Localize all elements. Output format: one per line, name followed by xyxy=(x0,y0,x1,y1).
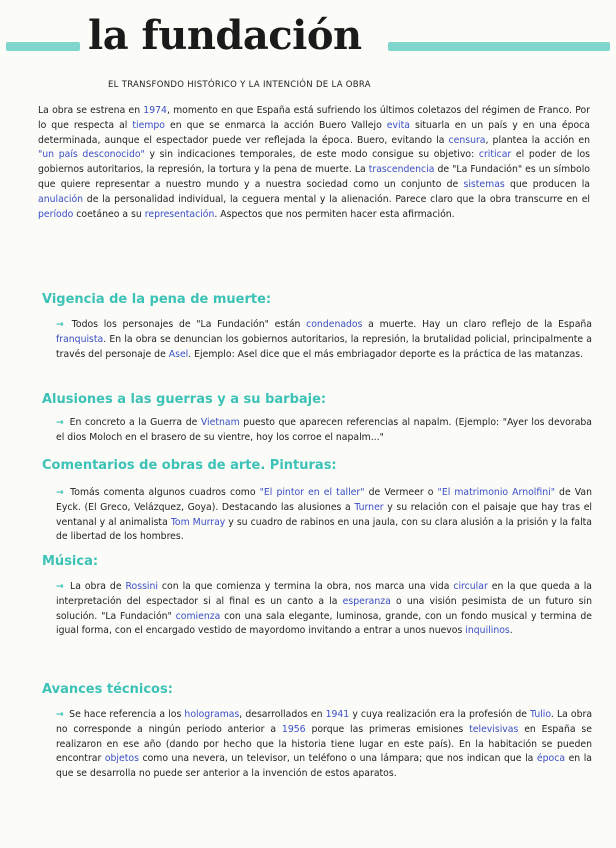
page-subtitle: EL TRANSFONDO HISTÓRICO Y LA INTENCIÓN DE LA OBRA xyxy=(108,80,371,90)
highlighted-term: época xyxy=(536,753,566,765)
text-run: con la que comienza y termina la obra, nos marca una vida xyxy=(157,581,454,592)
text-run: , momento en que España está sufriendo los últimos coletazos del régimen de Franco. Por lo que respecta al xyxy=(38,105,590,131)
section-alusiones-text xyxy=(56,416,592,446)
highlighted-term: Vietnam xyxy=(200,417,240,428)
highlighted-term: inquilinos xyxy=(465,625,510,637)
heading-avances: Avances técnicos: xyxy=(42,682,173,697)
text-run: que producen la xyxy=(504,178,590,190)
highlighted-term: trascendencia xyxy=(368,164,435,176)
text-run: en que se enmarca la acción Buero Vallejo xyxy=(165,119,387,131)
section-comentarios-text xyxy=(56,486,592,545)
text-run: o una visión pesimista de un futuro sin solución. "La Fundación" xyxy=(56,595,593,622)
bullet-arrow-icon: → xyxy=(56,709,68,720)
heading-comentarios: Comentarios de obras de arte. Pinturas: xyxy=(42,458,337,473)
highlighted-term: hologramas xyxy=(184,709,240,720)
heading-musica: Música: xyxy=(42,554,99,569)
section-vigencia-text xyxy=(56,318,592,362)
text-run: La obra de xyxy=(70,581,126,592)
bullet-arrow-icon: → xyxy=(56,581,69,592)
highlighted-term: "El matrimonio Arnolfini" xyxy=(437,487,555,498)
text-run: . xyxy=(509,625,513,637)
text-run: a muerte. Hay un claro reflejo de la España xyxy=(362,319,592,330)
highlighted-term: representación xyxy=(144,208,215,220)
heading-vigencia: Vigencia de la pena de muerte: xyxy=(42,292,272,307)
highlighted-term: período xyxy=(38,208,74,220)
text-run: de "La Fundación" es un símbolo que quiere representar a nuestro mundo y a nuestra sociedad como un conjunto de xyxy=(38,164,590,190)
highlighted-term: Turner xyxy=(354,501,384,513)
text-run: . Ejemplo: Asel dice que el más embriagador deporte es la práctica de las matanzas. xyxy=(188,348,584,360)
title-accent-bar-right xyxy=(388,42,610,51)
text-run: En concreto a la Guerra de xyxy=(69,417,201,428)
highlighted-term: Asel xyxy=(168,348,189,360)
section-avances-text xyxy=(56,708,592,782)
highlighted-term: televisivas xyxy=(469,723,519,735)
text-run: y su relación con el paisaje que hay tras el ventanal y al animalista xyxy=(56,501,593,528)
highlighted-term: tiempo xyxy=(132,119,165,131)
text-run: de la personalidad individual, la ceguera mental y la alienación. Parece claro que la obra transcurre en el xyxy=(83,193,590,205)
intro-paragraph xyxy=(38,104,590,222)
highlighted-term: esperanza xyxy=(342,595,391,607)
text-run: La obra se estrena en xyxy=(38,105,144,116)
title-accent-bar-left xyxy=(6,42,80,51)
text-run: Se hace referencia a los xyxy=(69,709,185,720)
highlighted-term: Tom Murray xyxy=(170,516,226,528)
highlighted-term: circular xyxy=(453,581,488,592)
highlighted-term: evita xyxy=(386,119,410,131)
text-run: como una nevera, un televisor, un teléfono o una lámpara; que nos indican que la xyxy=(138,753,537,765)
highlighted-term: 1941 xyxy=(325,709,350,720)
text-run: de Vermeer o xyxy=(364,487,438,498)
bullet-arrow-icon: → xyxy=(56,319,70,330)
text-run: coetáneo a su xyxy=(73,208,145,220)
highlighted-term: anulación xyxy=(38,193,84,205)
text-run: y cuya realización era la profesión de xyxy=(349,709,531,720)
text-run: con una sala elegante, luminosa, grande, con un fondo musical y termina de igual forma, con el encargado vestido de mayordomo invitando a entrar a unos nuevos xyxy=(56,610,593,637)
text-run: en la que se desarrolla no puede ser anterior a la invención de estos aparatos. xyxy=(56,753,593,780)
highlighted-term: objetos xyxy=(104,753,139,765)
highlighted-term: franquista xyxy=(56,333,104,345)
highlighted-term: 1974 xyxy=(143,105,167,116)
text-run: y sin indicaciones temporales, de este modo consigue su objetivo: xyxy=(144,149,479,161)
page-title: la fundación xyxy=(88,12,362,59)
heading-alusiones: Alusiones a las guerras y a su barbaje: xyxy=(42,392,327,407)
text-run: . En la obra se denuncian los gobiernos autoritarios, la represión, la brutalidad policial, principalmente a través del personaje de xyxy=(56,333,592,360)
text-run: . La obra no corresponde a ningún periodo anterior a xyxy=(56,709,593,735)
text-run: , desarrollados en xyxy=(239,709,326,720)
text-run: y su cuadro de rabinos en una jaula, con su clara alusión a la prisión y la falta de libertad de los hombres. xyxy=(56,516,592,543)
text-run: de Van Eyck. (El Greco, Velázquez, Goya). Destacando las alusiones a xyxy=(56,487,593,513)
text-run: , plantea la acción en xyxy=(485,134,590,146)
bullet-arrow-icon: → xyxy=(56,487,69,498)
text-run: porque las primeras emisiones xyxy=(305,723,470,735)
text-run: Tomás comenta algunos cuadros como xyxy=(70,487,260,498)
highlighted-term: comienza xyxy=(175,610,221,622)
highlighted-term: "El pintor en el taller" xyxy=(259,487,365,498)
highlighted-term: "un país desconocido" xyxy=(38,149,145,161)
text-run: en la que queda a la interpretación del espectador si al final es un canto a la xyxy=(56,581,592,607)
bullet-arrow-icon: → xyxy=(56,417,68,428)
highlighted-term: Rossini xyxy=(125,581,158,592)
highlighted-term: criticar xyxy=(478,149,512,161)
highlighted-term: 1956 xyxy=(281,723,306,735)
highlighted-term: Tulio xyxy=(530,709,551,720)
text-run: Todos los personajes de "La Fundación" están xyxy=(71,319,307,330)
text-run: . Aspectos que nos permiten hacer esta afirmación. xyxy=(214,208,455,220)
text-run: puesto que aparecen referencias al napalm. (Ejemplo: "Ayer los devoraba el dios Moloch en el brasero de su vientre, hoy los corroe el napalm..." xyxy=(56,417,592,443)
text-run: situarla en un país y en una época determinada, aunque el espectador puede ver reflejada la época. Buero, evitando la xyxy=(38,119,590,146)
highlighted-term: condenados xyxy=(306,319,363,330)
text-run: en España se realizaron en ese año (dando por hecho que la historia tiene lugar en este país). En la habitación se pueden encontrar xyxy=(56,723,592,765)
section-musica-text xyxy=(56,580,592,639)
text-run: el poder de los gobiernos autoritarios, la represión, la tortura y la pena de muerte. La xyxy=(38,149,590,176)
highlighted-term: sistemas xyxy=(463,178,505,190)
highlighted-term: censura xyxy=(448,134,486,146)
